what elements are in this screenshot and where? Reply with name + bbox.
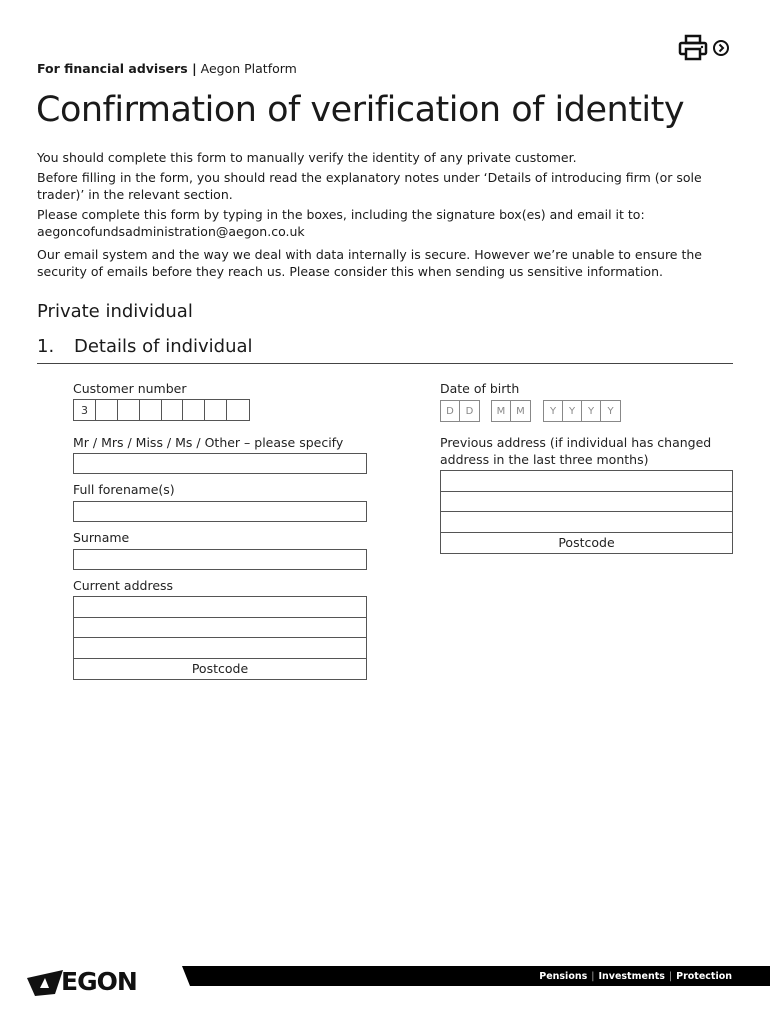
email-address-link[interactable]: aegoncofundsadministration@aegon.co.uk (37, 224, 305, 239)
tagline-investments: Investments (598, 971, 665, 982)
previous-address-line-3[interactable] (441, 512, 732, 533)
arrow-circle-right-icon[interactable] (712, 39, 730, 61)
intro-text (37, 149, 737, 281)
page-title: Confirmation of verification of identity (36, 90, 685, 130)
tagline-separator: | (591, 971, 595, 982)
customer-number-label: Customer number (73, 381, 187, 396)
dob-label: Date of birth (440, 381, 520, 396)
print-icon[interactable] (678, 34, 708, 66)
previous-postcode-input[interactable]: Postcode (558, 535, 615, 550)
customer-number-digit[interactable] (162, 400, 184, 420)
dob-day-cell[interactable]: D (465, 405, 474, 417)
toolbar (678, 34, 730, 66)
dob-month-cell[interactable]: M (516, 405, 525, 417)
intro-paragraph-4: Our email system and the way we deal with data internally is secure. However we’re unable to ensure the security of emails before they reach us. Please consider this when sending us sensitive information. (37, 246, 702, 279)
subsection-number: 1. (37, 336, 55, 357)
dob-year-input (543, 400, 621, 422)
dob-year-cell[interactable]: Y (582, 401, 601, 421)
footer-tagline (539, 971, 732, 982)
intro-paragraph-2: Before filling in the form, you should read the explanatory notes under ‘Details of introducing firm (or sole trader)’ in the relevant section. (37, 169, 702, 202)
audience-line (37, 61, 297, 76)
current-address-line-2[interactable] (74, 618, 366, 639)
intro-paragraph-1: You should complete this form to manually verify the identity of any private customer. (37, 150, 577, 165)
audience-label: For financial advisers | (37, 61, 197, 76)
forenames-input[interactable] (73, 501, 367, 522)
customer-number-digit[interactable] (205, 400, 227, 420)
platform-label: Aegon Platform (196, 61, 297, 76)
aegon-logo-icon (25, 960, 65, 1000)
logo-text: EGON (61, 967, 137, 996)
dob-day-cell[interactable]: D (441, 401, 460, 421)
previous-address-line-2[interactable] (441, 492, 732, 513)
customer-number-digit[interactable]: 3 (74, 400, 96, 420)
current-postcode-input[interactable]: Postcode (191, 661, 249, 676)
dob-year-cell[interactable]: Y (563, 401, 582, 421)
previous-address-line-1[interactable] (441, 471, 732, 492)
tagline-separator: | (668, 971, 673, 982)
customer-number-digit[interactable] (227, 400, 249, 420)
section-title: Private individual (37, 301, 193, 322)
subsection-title: Details of individual (74, 336, 253, 357)
surname-label: Surname (73, 530, 130, 545)
title-label: Mr / Mrs / Miss / Ms / Other – please specify (73, 435, 344, 450)
surname-input[interactable] (73, 549, 367, 570)
current-address-line-1[interactable] (74, 597, 366, 618)
current-address-input (73, 596, 367, 680)
dob-year-cell[interactable]: Y (607, 405, 614, 417)
dob-day-input (440, 400, 480, 422)
aegon-logo (25, 960, 137, 1000)
intro-paragraph-3: Please complete this form by typing in the boxes, including the signature box(es) and email it to: (37, 206, 645, 222)
customer-number-input (73, 399, 250, 421)
customer-number-digit[interactable] (96, 400, 118, 420)
previous-address-label: Previous address (if individual has changed address in the last three months) (440, 435, 712, 467)
previous-address-input (440, 470, 733, 554)
customer-number-digit[interactable] (118, 400, 140, 420)
tagline-protection: Protection (676, 971, 732, 982)
tagline-pensions: Pensions (539, 971, 588, 982)
customer-number-digit[interactable] (140, 400, 162, 420)
dob-year-cell[interactable]: Y (544, 401, 563, 421)
customer-number-digit[interactable] (183, 400, 205, 420)
current-address-label: Current address (73, 578, 174, 593)
subsection-heading (37, 336, 733, 364)
forenames-label: Full forename(s) (73, 482, 175, 497)
footer (0, 950, 770, 1024)
current-address-line-3[interactable] (74, 638, 366, 659)
dob-month-cell[interactable]: M (492, 401, 511, 421)
title-input[interactable] (73, 453, 367, 474)
dob-month-input (491, 400, 531, 422)
